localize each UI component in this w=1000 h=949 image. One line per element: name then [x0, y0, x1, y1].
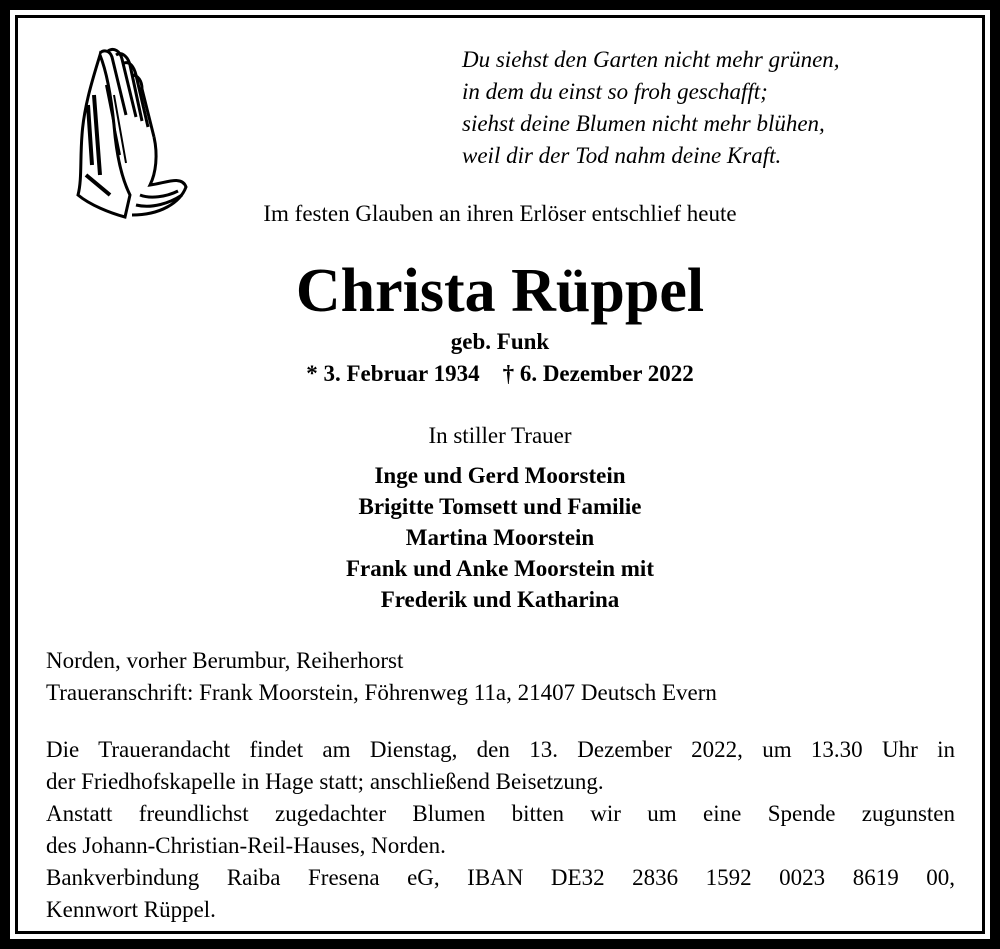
ceremony-line: Anstatt freundlichst zugedachter Blumen bitten wir um eine Spende zugunsten — [46, 801, 955, 826]
poem-line: in dem du einst so froh geschafft; — [462, 79, 768, 104]
life-dates: * 3. Februar 1934 † 6. Dezember 2022 — [306, 361, 694, 386]
poem-line: weil dir der Tod nahm deine Kraft. — [462, 143, 782, 168]
ceremony-line: der Friedhofskapelle in Hage statt; anschließend Beisetzung. — [46, 769, 604, 794]
mourner-line: Frank und Anke Moorstein mit — [346, 556, 654, 581]
deceased-name: Christa Rüppel — [295, 257, 705, 325]
mourners-list — [0, 460, 1000, 615]
intro-text: Im festen Glauben an ihren Erlöser entschlief heute — [263, 201, 737, 226]
mourner-line: Brigitte Tomsett und Familie — [358, 494, 642, 519]
ceremony-line: des Johann-Christian-Reil-Hauses, Norden. — [46, 833, 446, 858]
mourner-line: Martina Moorstein — [405, 525, 595, 550]
mourner-line: Inge und Gerd Moorstein — [374, 463, 626, 488]
ceremony-line: Bankverbindung Raiba Fresena eG, IBAN DE32 2836 1592 0023 8619 00, — [46, 865, 955, 890]
poem-line: siehst deine Blumen nicht mehr blühen, — [462, 111, 825, 136]
places-line: Norden, vorher Berumbur, Reiherhorst — [46, 648, 404, 673]
poem — [462, 44, 840, 172]
mourning-address-line: Traueranschrift: Frank Moorstein, Föhrenweg 11a, 21407 Deutsch Evern — [46, 680, 717, 705]
address-block — [46, 645, 956, 709]
mourning-label: In stiller Trauer — [428, 423, 572, 448]
praying-hands-icon — [70, 45, 190, 220]
ceremony-line: Die Trauerandacht findet am Dienstag, den 13. Dezember 2022, um 13.30 Uhr in — [46, 737, 955, 762]
mourner-line: Frederik und Katharina — [380, 587, 620, 612]
ceremony-block — [46, 734, 955, 926]
ceremony-line: Kennwort Rüppel. — [46, 897, 216, 922]
poem-line: Du siehst den Garten nicht mehr grünen, — [462, 47, 840, 72]
maiden-name: geb. Funk — [450, 329, 550, 354]
